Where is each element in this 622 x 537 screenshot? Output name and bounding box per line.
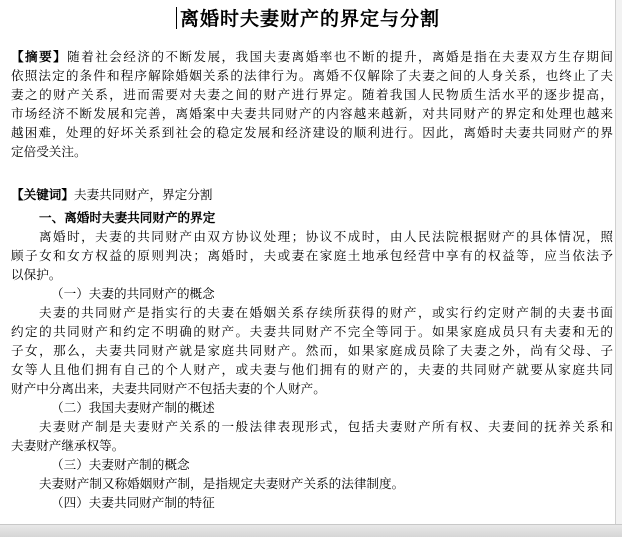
keywords-text: 夫妻共同财产，界定分割 [73,187,213,202]
text-cursor [176,7,177,29]
body-line: 财产中分离出来，夫妻共同财产不包括夫妻的个人财产。 [11,381,326,396]
abstract-section [11,47,613,161]
subsection-heading: （三）夫妻财产制的概念 [51,457,190,472]
document-title [0,6,616,32]
subsection-heading: （一）夫妻的共同财产的概念 [51,286,215,301]
vertical-scrollbar[interactable] [615,0,622,537]
abstract-label: 【摘要】 [11,49,68,64]
subsection-heading: （四）夫妻共同财产制的特征 [51,495,215,510]
body-line: 约定的共同财产和约定不明确的财产。夫妻共同财产不完全等同于。如果家庭成员只有夫妻和无的 [11,324,613,339]
keywords-label: 【关键词】 [11,187,74,202]
body-line: 夫妻的共同财产是指实行的夫妻在婚姻关系存续所获得的财产，或实行约定财产制的夫妻书面 [39,305,613,320]
body-line: 女等人且他们拥有自己的个人财产，或夫妻与他们拥有的财产的，夫妻的共同财产就要从家庭共同 [11,362,613,377]
body-line: 顾子女和女方权益的原则判决；离婚时，夫或妻在家庭土地承包经营中享有的权益等，应当依法予 [11,248,613,263]
document-title-text: 离婚时夫妻财产的界定与分割 [179,8,440,30]
body-line: 离婚时，夫妻的共同财产由双方协议处理；协议不成时，由人民法院根据财产的具体情况，照 [39,229,613,244]
body-section [11,208,613,512]
horizontal-scrollbar[interactable] [0,524,622,537]
abstract-line: 妻之的财产关系，进而需要对夫妻之间的财产进行界定。随着我国人民物质生活水平的逐步提高， [11,87,613,102]
body-line: 夫妻财产制是夫妻财产关系的一般法律表现形式，包括夫妻财产所有权、夫妻间的抚养关系和 [39,419,613,434]
body-line: 子女，那么，夫妻共同财产就是家庭共同财产。然而，如果家庭成员除了夫妻之外，尚有父母、子 [11,343,613,358]
abstract-line [11,47,613,66]
abstract-line: 定倍受关注。 [11,144,87,159]
section-heading: 一、离婚时夫妻共同财产的界定 [39,210,216,225]
abstract-line: 越困难，处理的好坏关系到社会的稳定发展和经济建设的顺利进行。因此，离婚时夫妻共同财产的界 [11,125,613,140]
abstract-text: 随着社会经济的不断发展，我国夫妻离婚率也不断的提升，离婚是指在夫妻双方生存期间 [67,49,613,64]
body-line: 夫妻财产制又称婚姻财产制，是指规定夫妻财产关系的法律制度。 [39,476,405,491]
abstract-line: 依照法定的条件和程序解除婚姻关系的法律行为。离婚不仅解除了夫妻之间的人身关系，也终止了夫 [11,68,613,83]
body-line: 夫妻财产继承权等。 [11,438,125,453]
subsection-heading: （二）我国夫妻财产制的概述 [51,400,215,415]
abstract-line: 市场经济不断发展和完善，离婚案中夫妻共同财产的内容越来越新，对共同财产的界定和处理也越来 [11,106,613,121]
keywords-section [11,185,613,204]
keywords-line [11,185,613,204]
body-line: 以保护。 [11,267,62,282]
